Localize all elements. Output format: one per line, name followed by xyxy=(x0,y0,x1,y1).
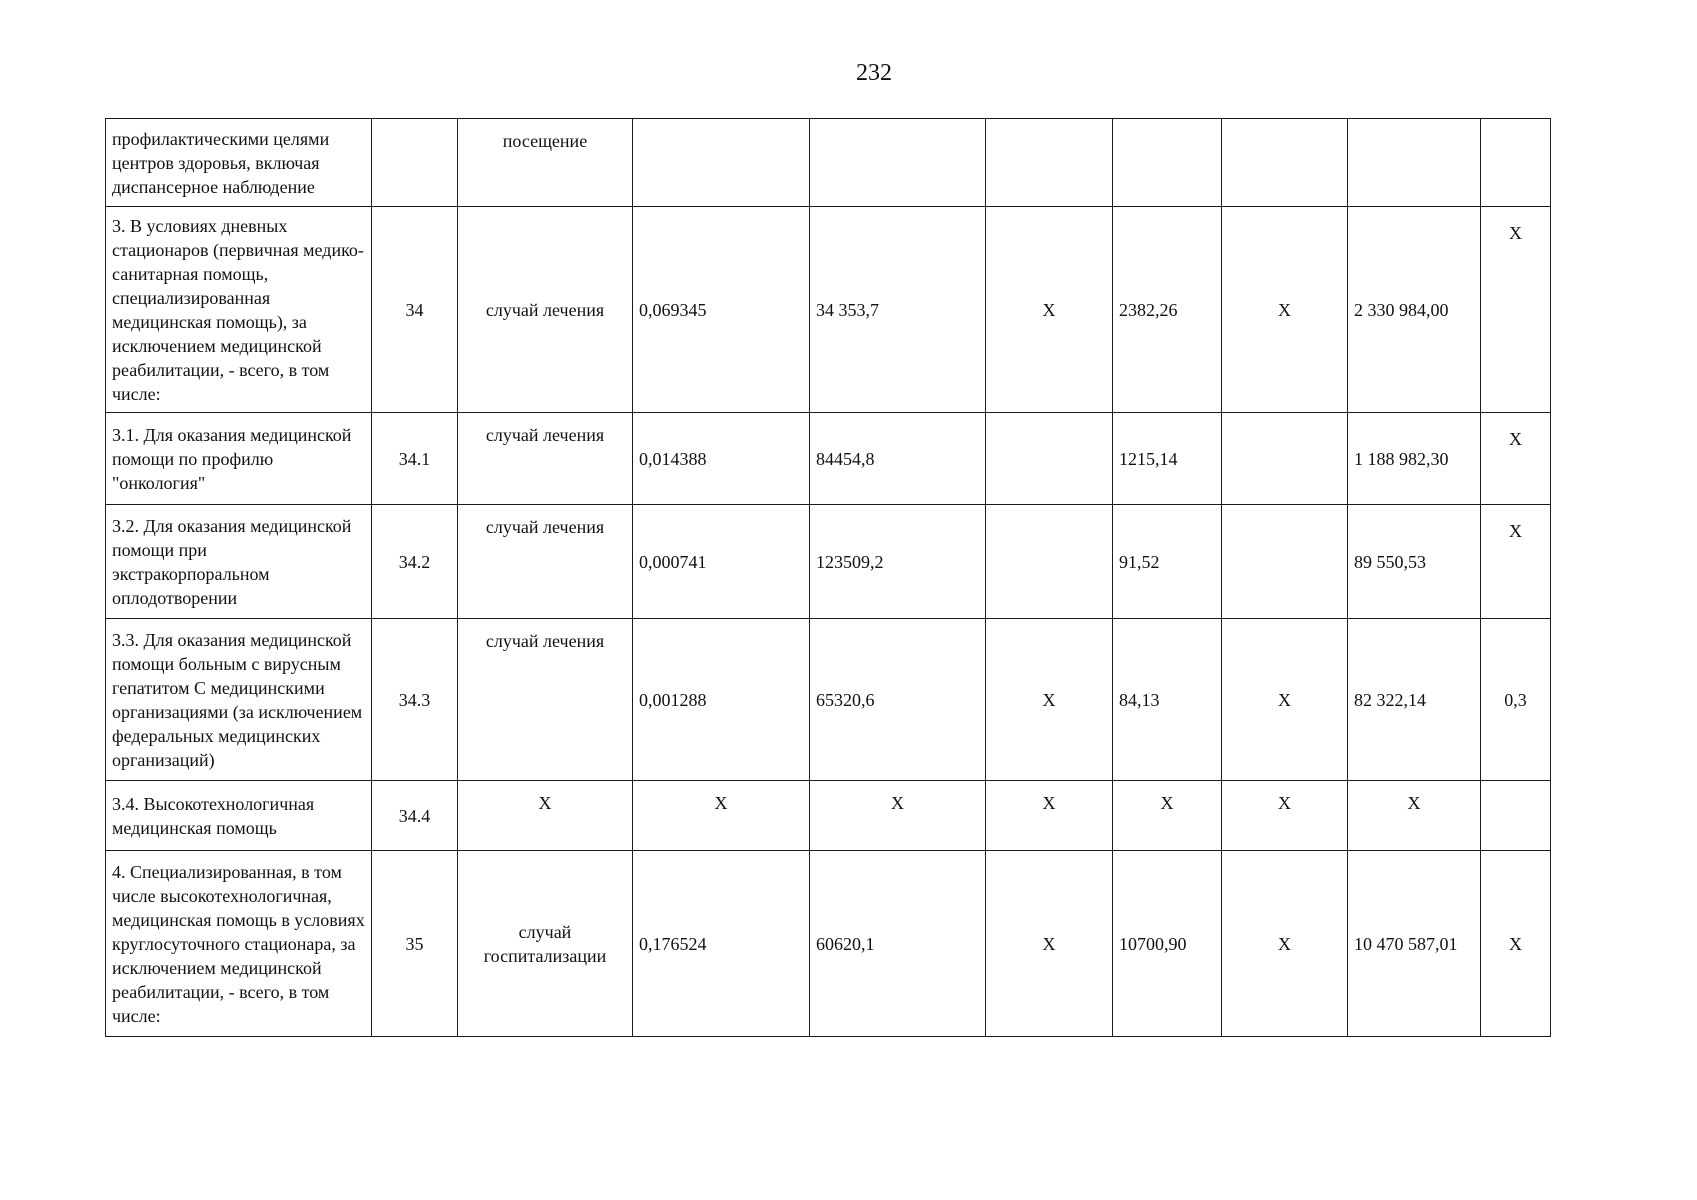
value-cell xyxy=(986,413,1113,505)
value-cell: X xyxy=(1222,851,1348,1037)
unit-cell: случай лечения xyxy=(458,413,633,505)
value-cell: 84,13 xyxy=(1113,619,1222,781)
line-number-cell: 34.3 xyxy=(372,619,458,781)
value-cell: X xyxy=(986,851,1113,1037)
unit-cell: случай госпитализации xyxy=(458,851,633,1037)
unit-cell: X xyxy=(458,781,633,851)
value-cell: 60620,1 xyxy=(810,851,986,1037)
value-cell: 2382,26 xyxy=(1113,207,1222,413)
value-cell: 0,069345 xyxy=(633,207,810,413)
line-number-cell: 35 xyxy=(372,851,458,1037)
row-name-cell: 4. Специализированная, в том числе высокотехнологичная, медицинская помощь в условиях круглосуточного стационара, за исключением медицинской реабилитации, - всего, в том числе: xyxy=(106,851,372,1037)
value-cell xyxy=(1222,505,1348,619)
value-cell: 10700,90 xyxy=(1113,851,1222,1037)
line-number-cell xyxy=(372,119,458,207)
value-cell xyxy=(1348,119,1481,207)
table-row xyxy=(106,505,1551,619)
row-name-cell: профилактическими целями центров здоровья, включая диспансерное наблюдение xyxy=(106,119,372,207)
value-cell xyxy=(1222,119,1348,207)
table-row xyxy=(106,119,1551,207)
value-cell xyxy=(1113,119,1222,207)
table-row xyxy=(106,781,1551,851)
value-cell: X xyxy=(1481,413,1551,505)
value-cell: 0,176524 xyxy=(633,851,810,1037)
unit-cell: посещение xyxy=(458,119,633,207)
table-row xyxy=(106,619,1551,781)
value-cell: X xyxy=(633,781,810,851)
value-cell: X xyxy=(1222,781,1348,851)
value-cell: 1 188 982,30 xyxy=(1348,413,1481,505)
page-number: 232 xyxy=(856,60,892,86)
unit-cell: случай лечения xyxy=(458,505,633,619)
unit-cell: случай лечения xyxy=(458,207,633,413)
line-number-cell: 34 xyxy=(372,207,458,413)
financing-table xyxy=(105,118,1551,1037)
table-row xyxy=(106,413,1551,505)
row-name-cell: 3.3. Для оказания медицинской помощи больным с вирусным гепатитом С медицинскими организациями (за исключением федеральных медицинских организаций) xyxy=(106,619,372,781)
value-cell xyxy=(633,119,810,207)
row-name-cell: 3.4. Высокотехнологичная медицинская помощь xyxy=(106,781,372,851)
value-cell: 0,001288 xyxy=(633,619,810,781)
value-cell: 91,52 xyxy=(1113,505,1222,619)
value-cell: X xyxy=(986,619,1113,781)
value-cell: 0,014388 xyxy=(633,413,810,505)
value-cell xyxy=(810,119,986,207)
value-cell: 10 470 587,01 xyxy=(1348,851,1481,1037)
row-name-cell: 3. В условиях дневных стационаров (первичная медико-санитарная помощь, специализированная медицинская помощь), за исключением медицинской реабилитации, - всего, в том числе: xyxy=(106,207,372,413)
value-cell xyxy=(1481,781,1551,851)
table-row xyxy=(106,851,1551,1037)
value-cell: X xyxy=(1222,619,1348,781)
value-cell: X xyxy=(1481,851,1551,1037)
value-cell: X xyxy=(1113,781,1222,851)
value-cell: X xyxy=(810,781,986,851)
value-cell: 34 353,7 xyxy=(810,207,986,413)
value-cell xyxy=(1222,413,1348,505)
value-cell xyxy=(1481,119,1551,207)
line-number-cell: 34.4 xyxy=(372,781,458,851)
value-cell: X xyxy=(986,207,1113,413)
value-cell: 65320,6 xyxy=(810,619,986,781)
value-cell: 82 322,14 xyxy=(1348,619,1481,781)
row-name-cell: 3.1. Для оказания медицинской помощи по профилю "онкология" xyxy=(106,413,372,505)
value-cell: 89 550,53 xyxy=(1348,505,1481,619)
table-row xyxy=(106,207,1551,413)
line-number-cell: 34.1 xyxy=(372,413,458,505)
value-cell: 123509,2 xyxy=(810,505,986,619)
value-cell xyxy=(986,505,1113,619)
value-cell: 84454,8 xyxy=(810,413,986,505)
value-cell: X xyxy=(986,781,1113,851)
value-cell xyxy=(986,119,1113,207)
value-cell: X xyxy=(1481,207,1551,413)
unit-cell: случай лечения xyxy=(458,619,633,781)
line-number-cell: 34.2 xyxy=(372,505,458,619)
value-cell: X xyxy=(1348,781,1481,851)
value-cell: 0,000741 xyxy=(633,505,810,619)
value-cell: 1215,14 xyxy=(1113,413,1222,505)
row-name-cell: 3.2. Для оказания медицинской помощи при экстракорпоральном оплодотворении xyxy=(106,505,372,619)
value-cell: X xyxy=(1481,505,1551,619)
value-cell: 0,3 xyxy=(1481,619,1551,781)
value-cell: X xyxy=(1222,207,1348,413)
value-cell: 2 330 984,00 xyxy=(1348,207,1481,413)
